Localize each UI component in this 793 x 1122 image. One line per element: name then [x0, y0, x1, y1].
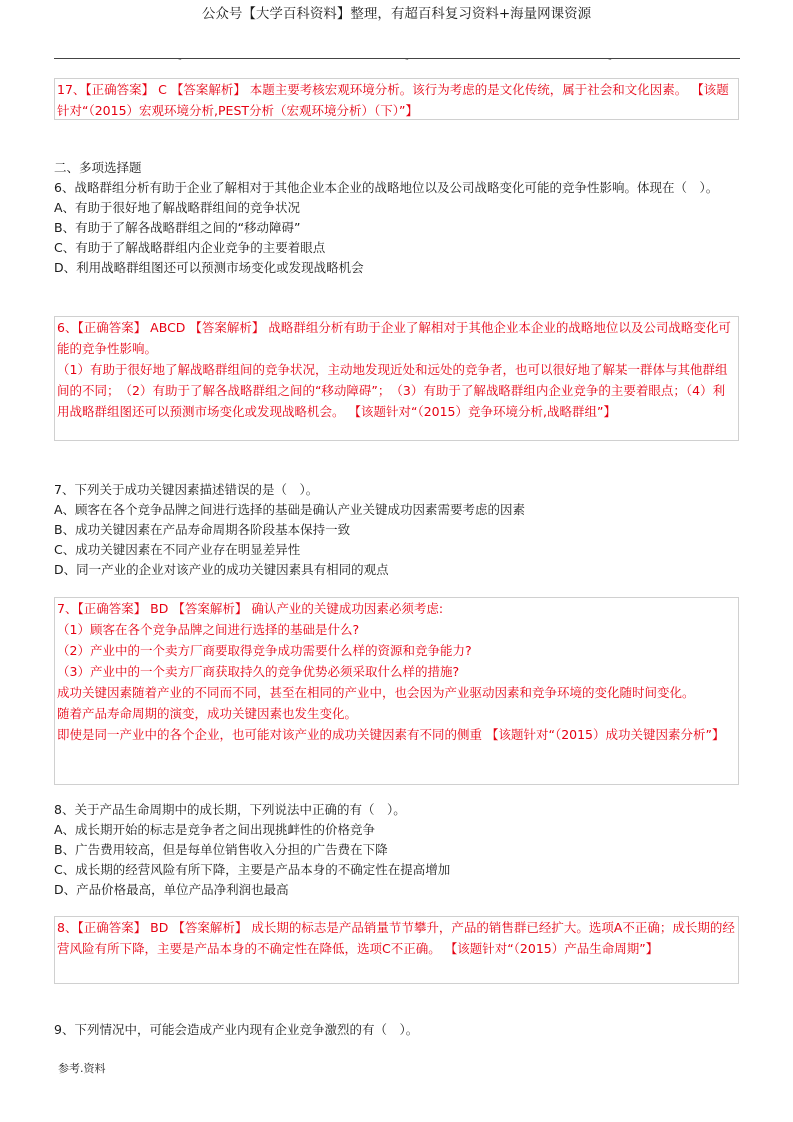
answer-7-line4: （3）产业中的一个卖方厂商获取持久的竞争优势必须采取什么样的措施? — [57, 664, 460, 679]
answer-7-line1: 7、【正确答案】 BD 【答案解析】 确认产业的关键成功因素必须考虑: — [57, 601, 444, 616]
answer-17-text: 17、【正确答案】 C 【答案解析】 本题主要考核宏观环境分析。该行为考虑的是文化传统，属于社会和文化因素。 【该题针对“（2015）宏观环境分析,PEST分析（宏观环境分析）（下）”】 — [57, 82, 729, 118]
question-8-option-a: A、成长期开始的标志是竞争者之间出现挑衅性的价格竞争 — [54, 822, 376, 837]
rule-tick: „ — [178, 52, 183, 61]
answer-box-7 — [54, 597, 739, 785]
answer-7-line6: 随着产品寿命周期的演变，成功关键因素也发生变化。 — [57, 706, 358, 721]
question-6-option-c: C、有助于了解战略群组内企业竞争的主要着眼点 — [54, 240, 326, 255]
answer-7-line7: 即使是同一产业中的各个企业，也可能对该产业的成功关键因素有不同的侧重 【该题针对“（2015）成功关键因素分析”】 — [57, 727, 725, 742]
page-header: 公众号【大学百科资料】整理，有超百科复习资料+海量网课资源 — [201, 6, 592, 22]
page-footer: 参考.资料 — [58, 1062, 106, 1075]
question-6-stem: 6、战略群组分析有助于企业了解相对于其他企业本企业的战略地位以及公司战略变化可能的竞争性影响。体现在（ ）。 — [54, 180, 719, 195]
question-6-option-b: B、有助于了解各战略群组之间的“移动障碍” — [54, 220, 301, 235]
question-8-option-b: B、广告费用较高，但是每单位销售收入分担的广告费在下降 — [54, 842, 388, 857]
answer-8-text: 8、【正确答案】 BD 【答案解析】 成长期的标志是产品销量节节攀升，产品的销售群已经扩大。选项A不正确；成长期的经营风险有所下降，主要是产品本身的不确定性在降低，选项C不正确。 【该题针对“（2015）产品生命周期”】 — [57, 920, 735, 956]
question-9-stem: 9、下列情况中，可能会造成产业内现有企业竞争激烈的有（ ）。 — [54, 1022, 419, 1037]
question-8 — [54, 800, 744, 900]
answer-7-line5: 成功关键因素随着产业的不同而不同，甚至在相同的产业中，也会因为产业驱动因素和竞争环境的变化随时间变化。 — [57, 685, 695, 700]
question-7-option-a: A、顾客在各个竞争品牌之间进行选择的基础是确认产业关键成功因素需要考虑的因素 — [54, 502, 526, 517]
question-8-option-d: D、产品价格最高，单位产品净利润也最高 — [54, 882, 289, 897]
question-7-stem: 7、下列关于成功关键因素描述错误的是（ ）。 — [54, 482, 319, 497]
answer-7-line3: （2）产业中的一个卖方厂商要取得竞争成功需要什么样的资源和竞争能力? — [57, 643, 472, 658]
question-6-option-d: D、利用战略群组图还可以预测市场变化或发现战略机会 — [54, 260, 364, 275]
answer-box-6 — [54, 316, 739, 441]
answer-box-8 — [54, 916, 739, 984]
answer-6-line2: （1）有助于很好地了解战略群组间的竞争状况，主动地发现近处和远处的竞争者，也可以很好地了解某一群体与其他群组间的不同； （2）有助于了解各战略群组之间的“移动障碍”； （3）有助于了解战略群组内企业竞争的主要着眼点；（4）利用战略群组图还可以预测市场变化或发现战略机会。 【该题针对“（2015）竞争环境分析,战略群组”】 — [57, 362, 728, 419]
answer-7-line2: （1）顾客在各个竞争品牌之间进行选择的基础是什么? — [57, 622, 360, 637]
answer-6-line1: 6、【正确答案】 ABCD 【答案解析】 战略群组分析有助于企业了解相对于其他企业本企业的战略地位以及公司战略变化可能的竞争性影响。 — [57, 320, 731, 356]
question-7-option-c: C、成功关键因素在不同产业存在明显差异性 — [54, 542, 301, 557]
rule-tick: „ — [405, 52, 410, 61]
question-7-option-d: D、同一产业的企业对该产业的成功关键因素具有相同的观点 — [54, 562, 389, 577]
question-8-stem: 8、关于产品生命周期中的成长期，下列说法中正确的有（ ）。 — [54, 802, 406, 817]
question-6 — [54, 158, 744, 278]
question-6-option-a: A、有助于很好地了解战略群组间的竞争状况 — [54, 200, 301, 215]
rule-tick: „ — [608, 52, 613, 61]
section-title: 二、多项选择题 — [54, 160, 142, 175]
question-9 — [54, 1020, 744, 1040]
question-7-option-b: B、成功关键因素在产品寿命周期各阶段基本保持一致 — [54, 522, 351, 537]
question-7 — [54, 480, 744, 580]
answer-box-17 — [54, 78, 739, 120]
header-rule — [54, 58, 740, 59]
question-8-option-c: C、成长期的经营风险有所下降，主要是产品本身的不确定性在提高增加 — [54, 862, 451, 877]
